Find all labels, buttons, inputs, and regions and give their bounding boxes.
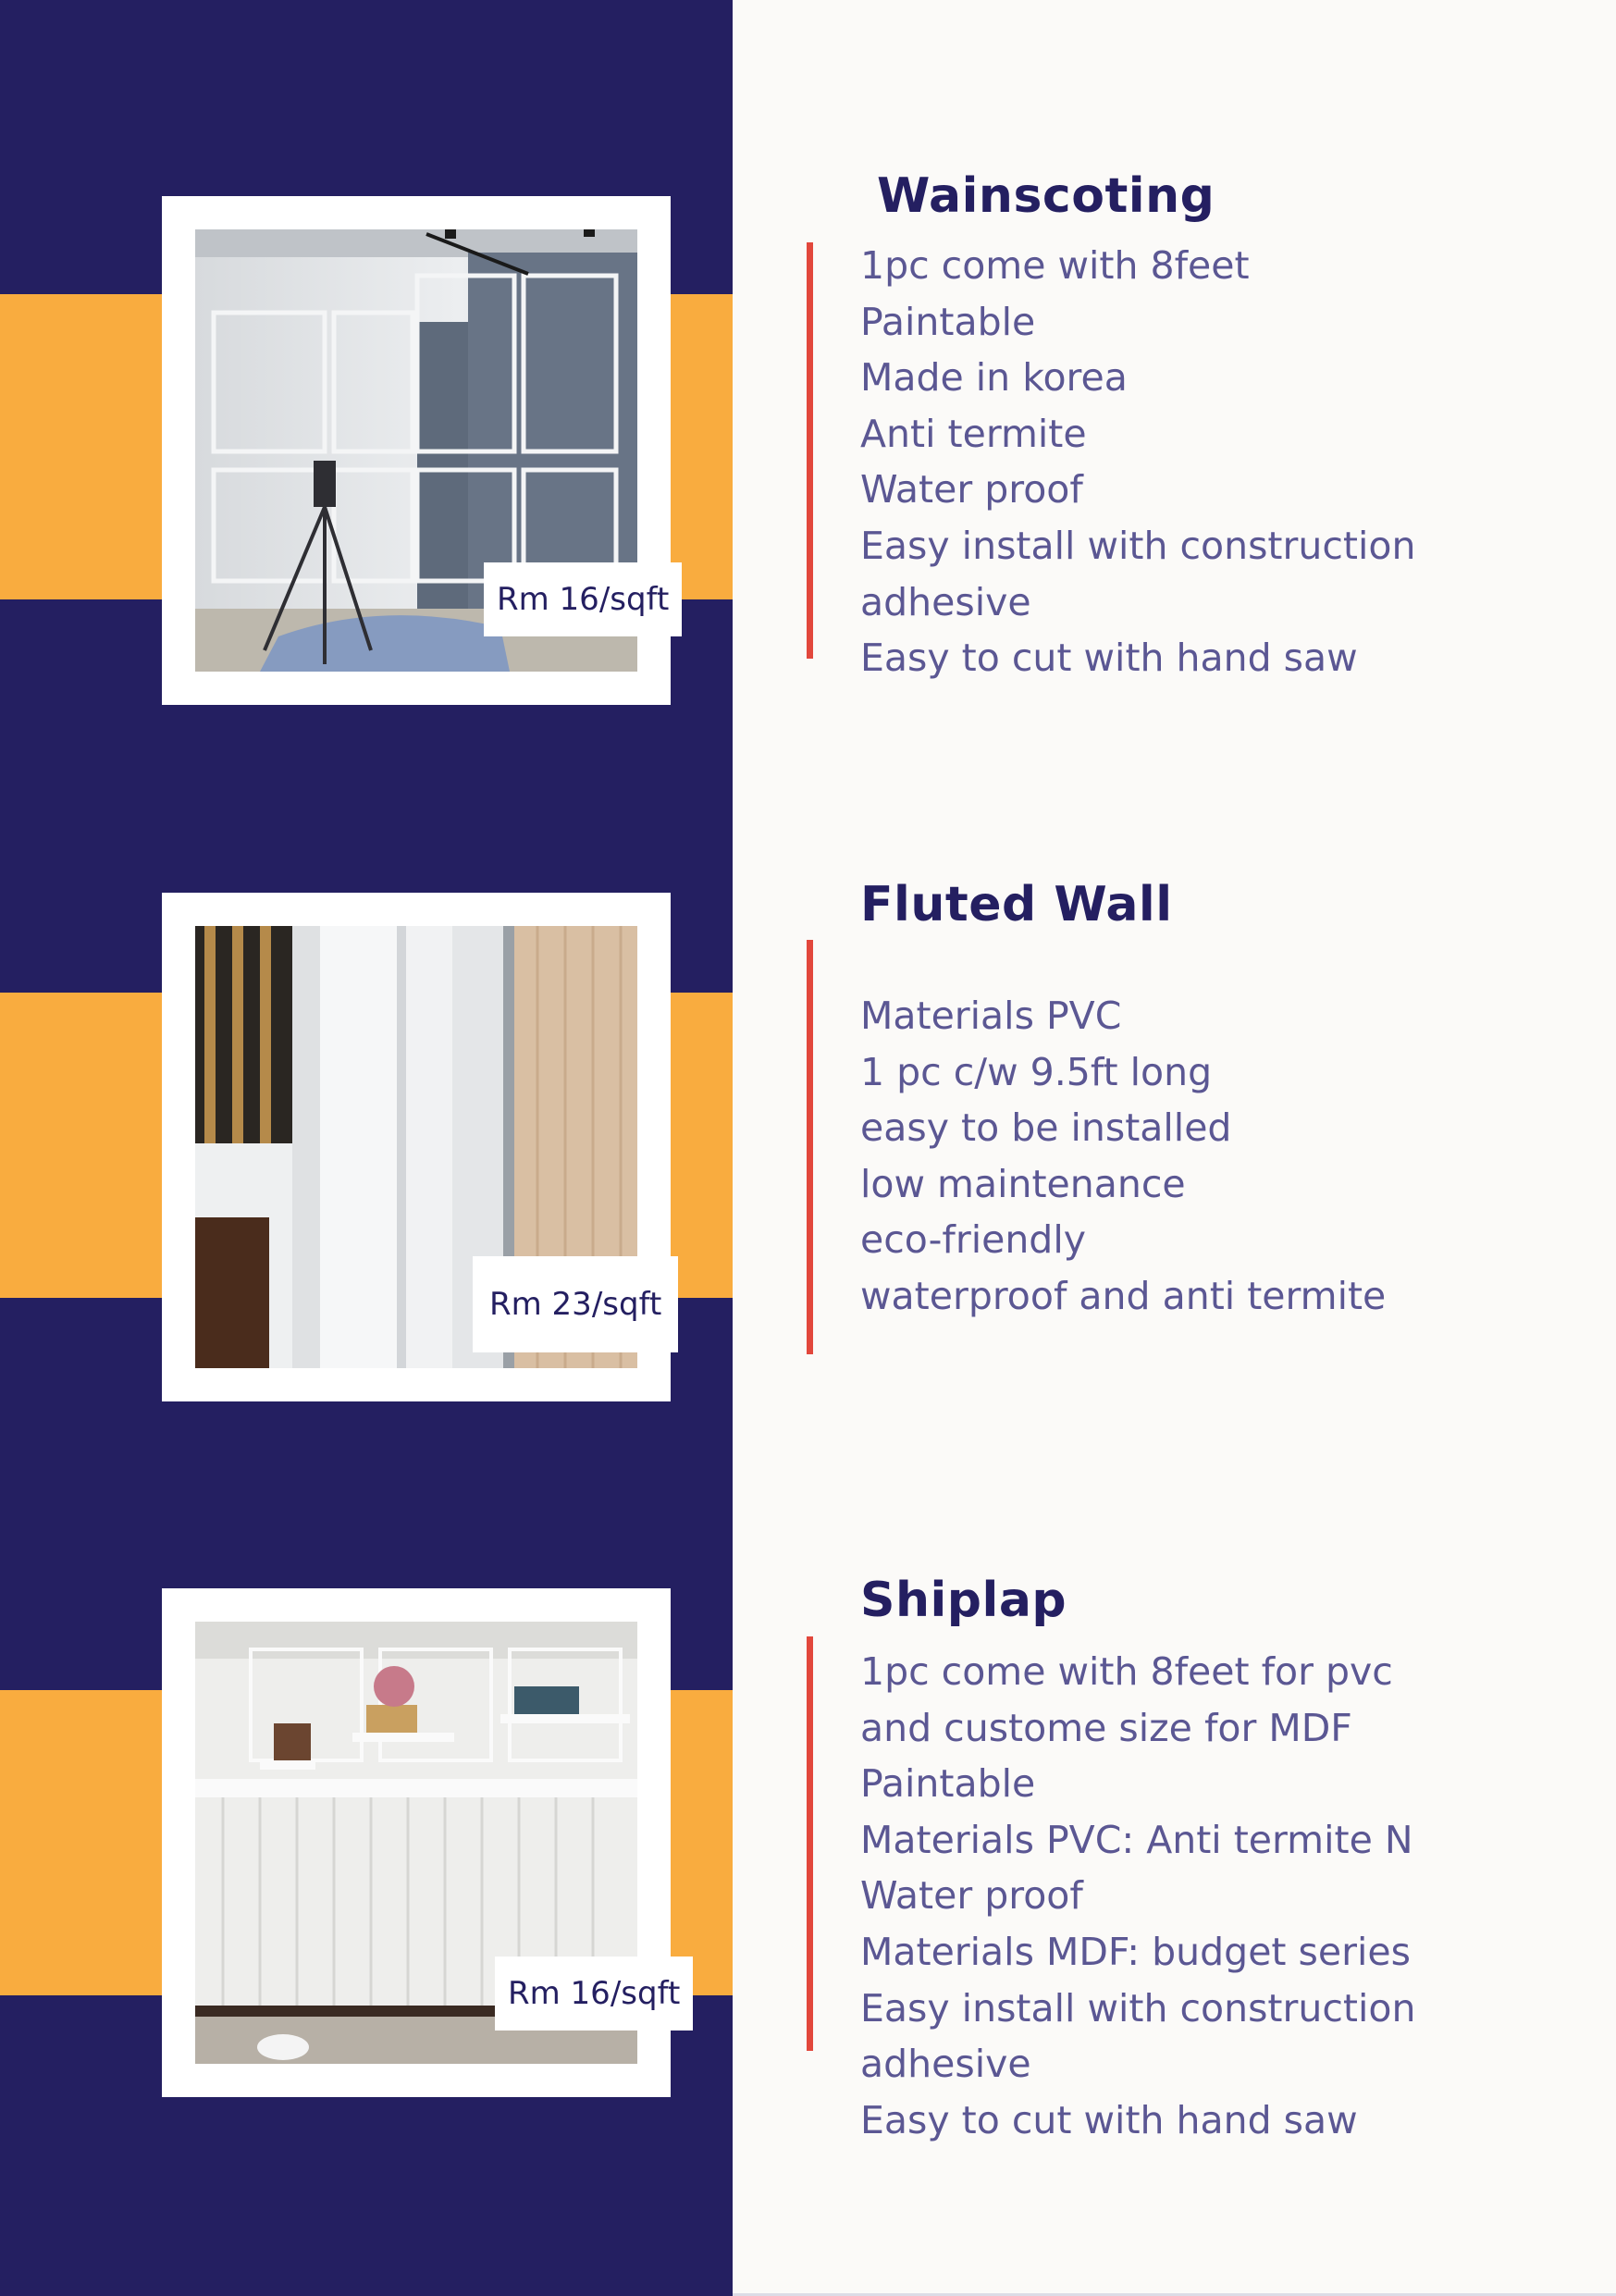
feature-item: Anti termite [860, 411, 1087, 456]
price-tag: Rm 16/sqft [484, 562, 682, 636]
product-photo-frame-wainscoting [162, 196, 671, 705]
feature-list-wainscoting [860, 238, 1415, 686]
feature-item: waterproof and anti termite [860, 1273, 1387, 1318]
feature-list-shiplap [860, 1644, 1415, 2148]
accent-bar [807, 940, 813, 1354]
feature-item: Made in korea [860, 355, 1128, 401]
feature-item: Materials PVC: Anti termite N [860, 1817, 1413, 1862]
accent-bar [807, 1636, 813, 2051]
feature-item: 1pc come with 8feet for pvc [860, 1649, 1393, 1694]
price-tag: Rm 23/sqft [473, 1256, 678, 1352]
feature-item: Materials PVC [860, 994, 1122, 1038]
feature-item: 1 pc c/w 9.5ft long [860, 1049, 1213, 1094]
feature-item: adhesive [860, 2042, 1031, 2087]
feature-item: Paintable [860, 299, 1036, 344]
feature-item: Water proof [860, 467, 1083, 512]
product-title-fluted-wall: Fluted Wall [860, 877, 1173, 932]
product-photo-frame-fluted-wall [162, 893, 671, 1401]
feature-item: Easy install with construction [860, 1985, 1416, 2031]
feature-item: Easy to cut with hand saw [860, 2097, 1358, 2142]
feature-item: Water proof [860, 1873, 1083, 1919]
feature-list-fluted-wall [860, 988, 1386, 1325]
feature-item: Paintable [860, 1761, 1036, 1807]
feature-item: Easy to cut with hand saw [860, 636, 1358, 681]
price-tag: Rm 16/sqft [495, 1957, 693, 2031]
product-photo-frame-shiplap [162, 1588, 681, 2097]
feature-item: Easy install with construction [860, 523, 1416, 568]
feature-item: easy to be installed [860, 1105, 1232, 1151]
accent-bar [807, 242, 813, 659]
feature-item: Materials MDF: budget series [860, 1929, 1411, 1974]
product-title-shiplap: Shiplap [860, 1573, 1067, 1628]
product-title-wainscoting: Wainscoting [877, 168, 1215, 224]
feature-item: adhesive [860, 579, 1031, 624]
feature-item: and custome size for MDF [860, 1705, 1352, 1750]
feature-item: eco-friendly [860, 1217, 1086, 1263]
feature-item: low maintenance [860, 1161, 1186, 1206]
feature-item: 1pc come with 8feet [860, 243, 1250, 288]
